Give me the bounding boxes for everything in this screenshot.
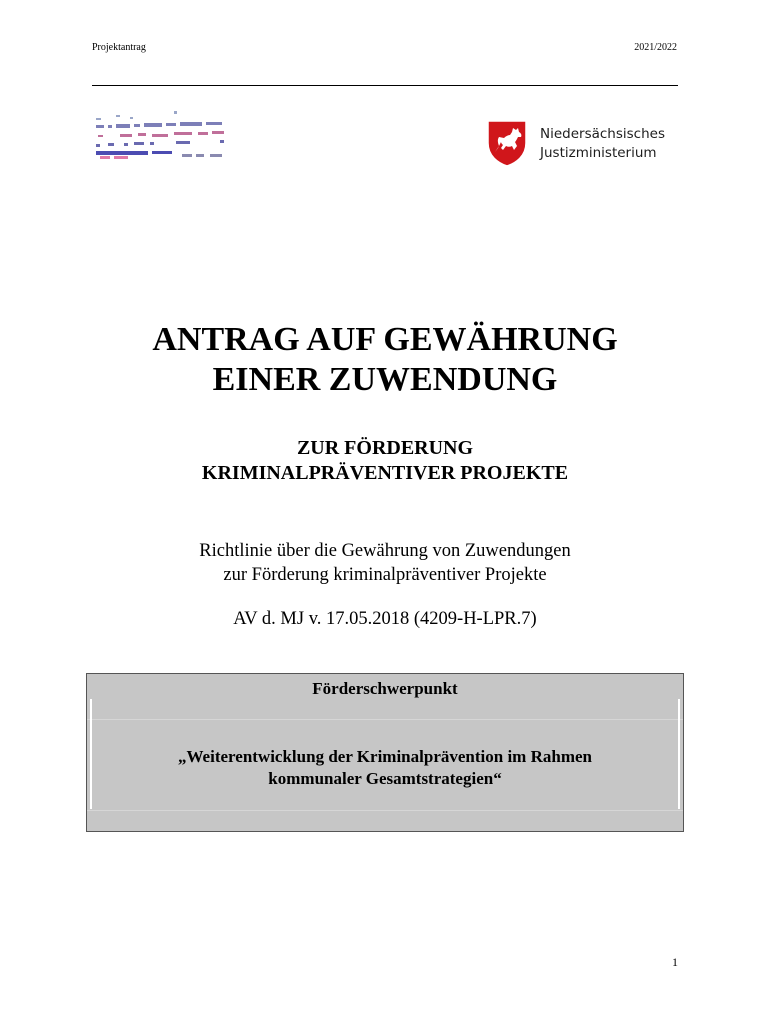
blurred-partner-logo-icon: [94, 110, 230, 162]
funding-focus-box: [86, 673, 684, 832]
page-subtitle: [0, 436, 770, 486]
guideline-line1: Richtlinie über die Gewährung von Zuwendungen: [199, 541, 571, 561]
box-divider-top: [87, 719, 683, 720]
header-year: 2021/2022: [634, 42, 677, 53]
regulation-reference: AV d. MJ v. 17.05.2018 (4209-H-LPR.7): [233, 609, 537, 629]
subtitle-line1: ZUR FÖRDERUNG: [296, 437, 474, 459]
funding-focus-title: [87, 746, 683, 790]
header-left-label: Projektantrag: [92, 42, 146, 53]
ministry-logo: [486, 119, 665, 167]
ministry-name-line1: Niedersächsisches: [540, 126, 666, 142]
funding-focus-line2: kommunaler Gesamtstrategien“: [268, 769, 502, 788]
page-number: 1: [672, 955, 678, 969]
lower-saxony-horse-crest-icon: [486, 119, 528, 167]
header-divider: [92, 85, 678, 86]
guideline-line2: zur Förderung kriminalpräventiver Projekte: [223, 565, 547, 585]
box-divider-bottom: [87, 810, 683, 811]
funding-focus-heading: Förderschwerpunkt: [312, 679, 458, 698]
guideline-text: [0, 539, 770, 587]
funding-focus-line1: „Weiterentwicklung der Kriminalprävention im Rahmen: [178, 747, 592, 766]
title-line1: ANTRAG AUF GEWÄHRUNG: [152, 321, 618, 358]
subtitle-line2: KRIMINALPRÄVENTIVER PROJEKTE: [201, 462, 569, 484]
page-title: [0, 320, 770, 400]
ministry-name-line2: Justizministerium: [540, 145, 657, 161]
title-line2: EINER ZUWENDUNG: [212, 361, 558, 398]
